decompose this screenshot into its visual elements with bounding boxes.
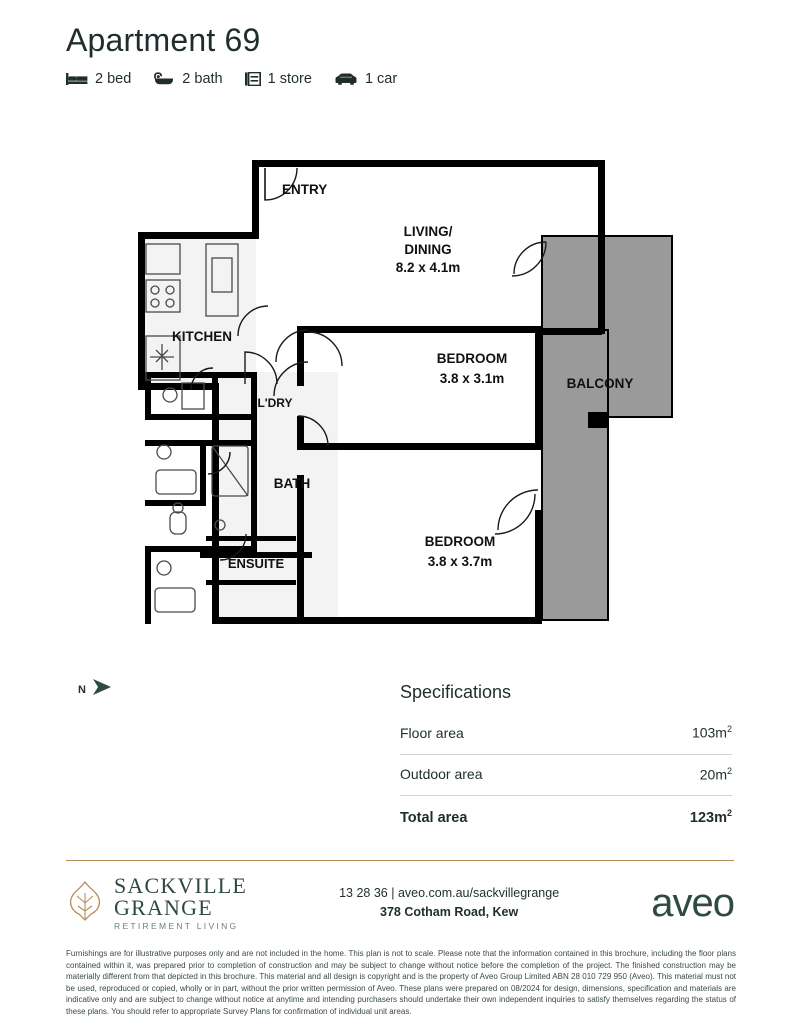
feature-car-label: 1 car: [364, 71, 398, 87]
label-bath: BATH: [273, 476, 311, 491]
label-bedroom-2-dims: 3.8 x 3.7m: [427, 554, 493, 569]
label-bedroom-2: BEDROOM: [424, 534, 496, 549]
compass: [78, 676, 115, 703]
spec-label-floor-area: Floor area: [400, 724, 464, 741]
label-entry: ENTRY: [282, 182, 328, 197]
brand-line-1: SACKVILLE: [114, 873, 248, 899]
label-laundry: L'DRY: [257, 396, 293, 410]
specifications-heading: Specifications: [400, 682, 512, 702]
spec-value-floor-area: $103m^2$: [691, 724, 732, 741]
feature-bed: [66, 71, 131, 87]
footer-divider: [66, 860, 734, 861]
feature-store-label: 1 store: [267, 71, 312, 87]
store-icon: [245, 72, 261, 86]
floorplan-svg: [60, 140, 740, 660]
spec-row-floor-area: [400, 717, 732, 748]
spec-value-outdoor-area: $20m^2$: [699, 765, 732, 783]
brand-tagline: RETIREMENT LIVING: [114, 921, 239, 932]
disclaimer-text: Furnishings are for illustrative purposes only and are not included in the home. This plan is not to scale. Please note that the information contained in this brochure, including the floor plans contained within it, was prepared prior to completion of construction and may be subject to change without notice before the completion of the project. The finished construction may be materially different from that depicted in this brochure. This material and all design is copyright and is the property of Aveo Group Limited ABN 28 010 729 950 (Aveo). This material must not be used, reproduced or copied, wholly or in part, without the prior written permission of Aveo. These plans were prepared on 08/2024 for design, dimensions, specification and materials are indicative only and are subject to change without notice at anytime and intending purchasers should undertake their own independent inquiries to satisfy themselves regarding the status of these plans. You should refer to appropriate Survey Plans for confirmation of individual unit areas.: [66, 949, 736, 1016]
label-kitchen: KITCHEN: [172, 329, 232, 344]
leaf-icon: [66, 879, 104, 928]
feature-car: [334, 71, 397, 87]
page-title: Apartment 69: [66, 22, 261, 58]
bath-icon: [153, 72, 175, 86]
brand-wordmark: [114, 875, 247, 931]
spec-divider-1: [400, 754, 732, 755]
spec-label-outdoor-area: Outdoor area: [400, 766, 483, 783]
balcony-area: [542, 236, 672, 620]
compass-arrow-icon: [89, 676, 115, 703]
bed-icon: [66, 72, 88, 86]
spec-row-total-area: [400, 800, 732, 826]
label-living-dims: 8.2 x 4.1m: [395, 260, 461, 275]
contact-address: 378 Cotham Road, Kew: [380, 905, 519, 919]
feature-bath: [153, 71, 222, 87]
specifications-panel: [400, 682, 732, 826]
feature-bed-label: 2 bed: [95, 71, 132, 87]
spec-value-total-area: $123m^2$: [689, 808, 732, 827]
label-bedroom-1: BEDROOM: [436, 351, 508, 366]
sackville-grange-brand: [66, 875, 247, 931]
contact-phone-web[interactable]: 13 28 36 | aveo.com.au/sackvillegrange: [339, 886, 560, 901]
car-icon: [334, 72, 358, 86]
label-ensuite: ENSUITE: [227, 556, 285, 571]
label-living-1: LIVING/: [403, 224, 453, 239]
aveo-wordmark: aveo: [651, 880, 734, 925]
label-balcony: BALCONY: [566, 376, 634, 391]
contact-block: [339, 884, 559, 922]
spec-label-total-area: Total area: [400, 810, 468, 827]
brand-line-2: GRANGE: [114, 895, 213, 921]
aveo-logo: [651, 881, 734, 926]
document-header: [66, 22, 397, 87]
footer: [66, 872, 734, 934]
spec-row-outdoor-area: [400, 759, 732, 790]
label-bedroom-1-dims: 3.8 x 3.1m: [439, 371, 505, 386]
feature-bath-label: 2 bath: [182, 71, 223, 87]
floorplan: [60, 140, 740, 660]
feature-summary: [66, 71, 397, 87]
compass-north-label: N: [78, 683, 87, 696]
spec-divider-2: [400, 795, 732, 796]
label-living-2: DINING: [404, 242, 452, 257]
feature-store: [245, 71, 312, 87]
